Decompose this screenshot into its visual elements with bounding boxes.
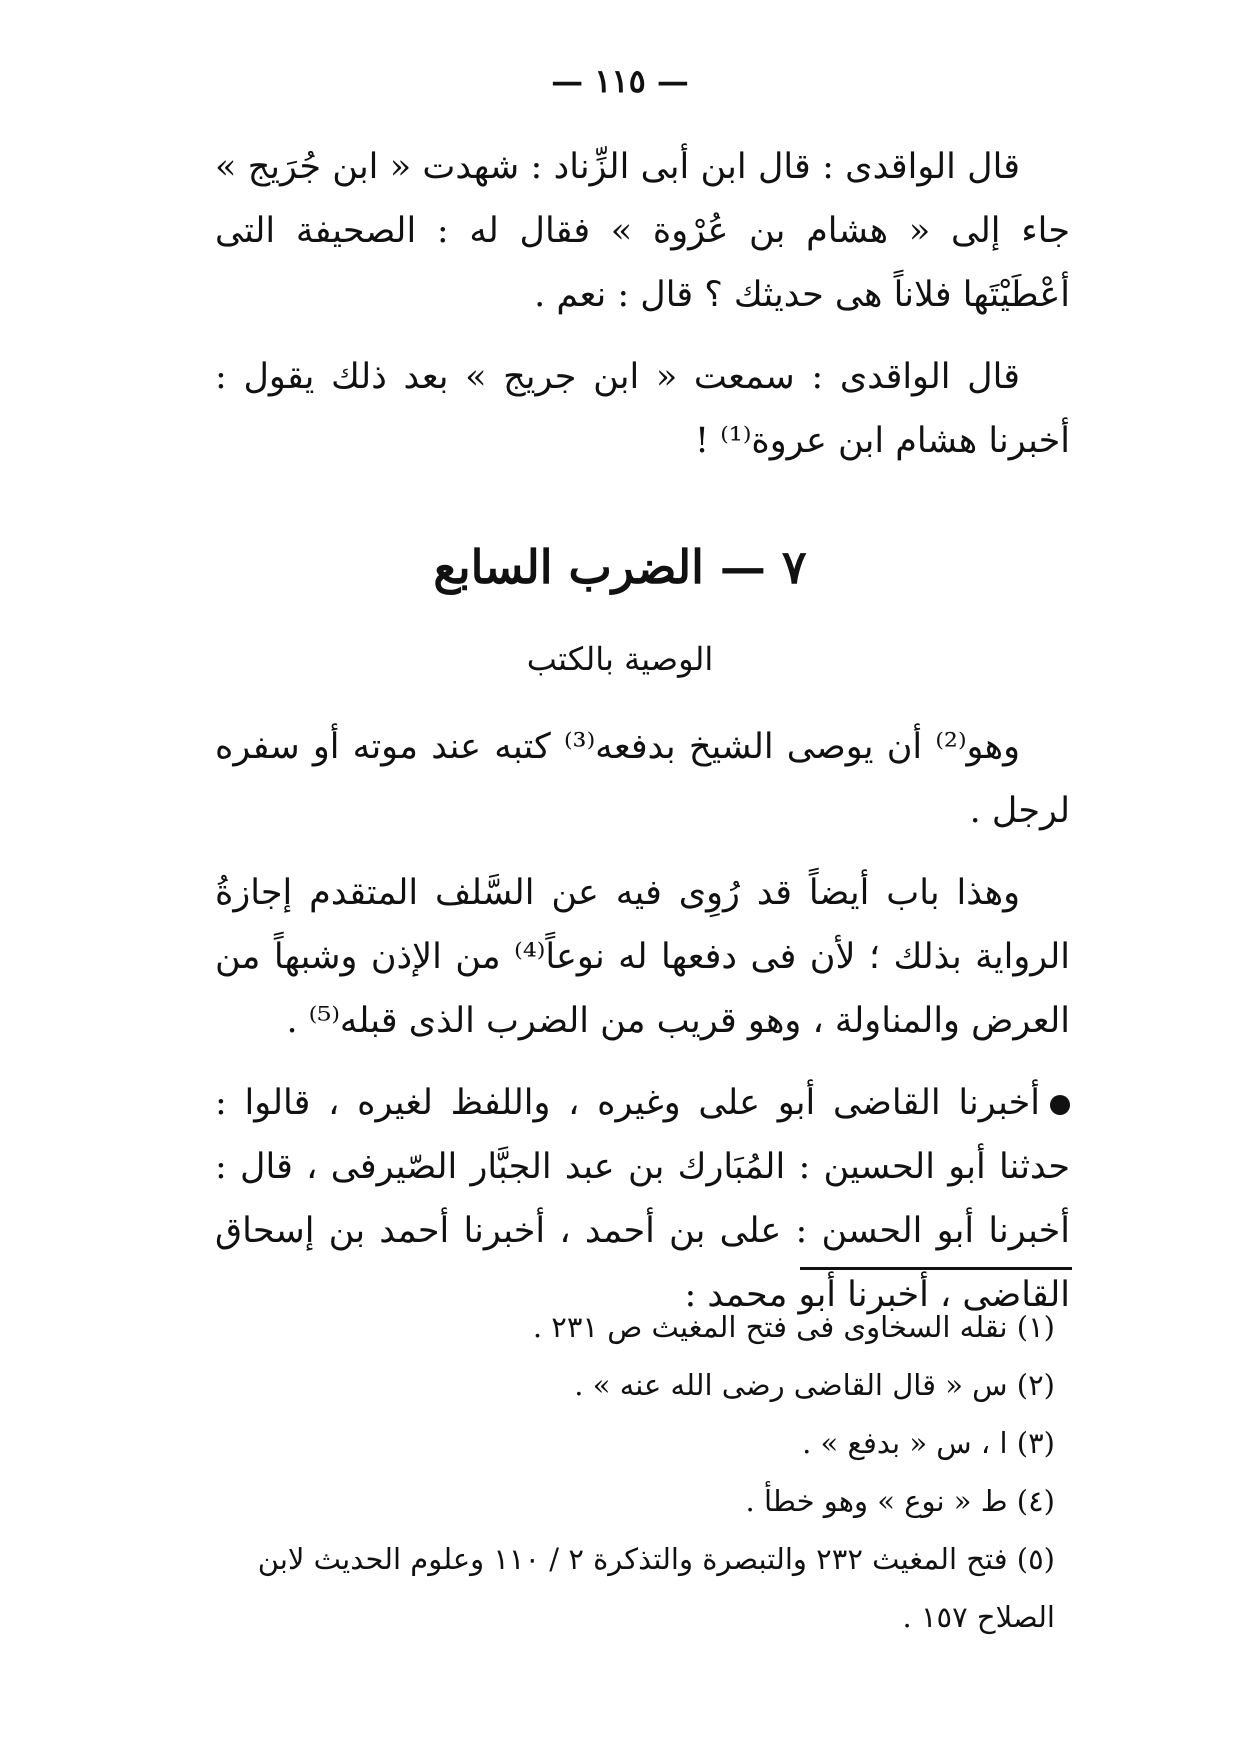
section-subtitle: الوصية بالكتب — [526, 640, 714, 678]
paragraph: قال الواقدى : سمعت « ابن جريج » بعد ذلك يقول : أخبرنا هشام ابن عروة⁽¹⁾ ! — [215, 357, 1070, 461]
footnote: (٥) فتح المغيث ٢٣٢ والتبصرة والتذكرة ٢ / ١١٠ وعلوم الحديث لابن الصلاح ١٥٧ . — [257, 1542, 1055, 1634]
paragraph: قال الواقدى : قال ابن أبى الزِّناد : شهدت « ابن جُرَيج » جاء إلى « هشام بن عُرْوة » فقال له : الصحيفة التى أعْطَيْتَها فلاناً هى حديثك ؟ قال : نعم . — [215, 147, 1070, 315]
footnote: (٣) ا ، س « بدفع » . — [802, 1426, 1055, 1460]
footnote: (٢) س « قال القاضى رضى الله عنه » . — [574, 1368, 1055, 1402]
section-text-block — [215, 715, 1070, 1345]
paragraph: وهو⁽²⁾ أن يوصى الشيخ بدفعه⁽³⁾ كتبه عند موته أو سفره لرجل . — [215, 727, 1070, 831]
footnotes — [215, 1298, 1055, 1646]
paragraph: وهذا باب أيضاً قد رُوِى فيه عن السَّلف المتقدم إجازةُ الرواية بذلك ؛ لأن فى دفعها له نوعاً⁽⁴⁾ من الإذن وشبهاً من العرض والمناولة ، وهو قريب من الضرب الذى قبله⁽⁵⁾ . — [215, 873, 1070, 1041]
paragraph-bulleted — [215, 1071, 1070, 1327]
section-title: ٧ — الضرب السابع — [433, 540, 807, 594]
footnote: (١) نقله السخاوى فى فتح المغيث ص ٢٣١ . — [532, 1310, 1055, 1344]
footnote: (٤) ط « نوع » وهو خطأ . — [745, 1484, 1055, 1518]
page-number: — ١١٥ — — [551, 62, 689, 100]
footnote-divider — [800, 1267, 1072, 1270]
paragraph-text: أخبرنا القاضى أبو على وغيره ، واللفظ لغيره ، قالوا : حدثنا أبو الحسين : المُبَارك بن عبد الجبَّار الصّيرفى ، قال : أخبرنا أبو الحسن : على بن أحمد ، أخبرنا أحمد بن إسحاق القاضى ، أخبرنا أبو محمد : — [215, 1083, 1070, 1315]
bullet-icon — [1050, 1095, 1070, 1115]
top-text-block — [215, 135, 1070, 491]
